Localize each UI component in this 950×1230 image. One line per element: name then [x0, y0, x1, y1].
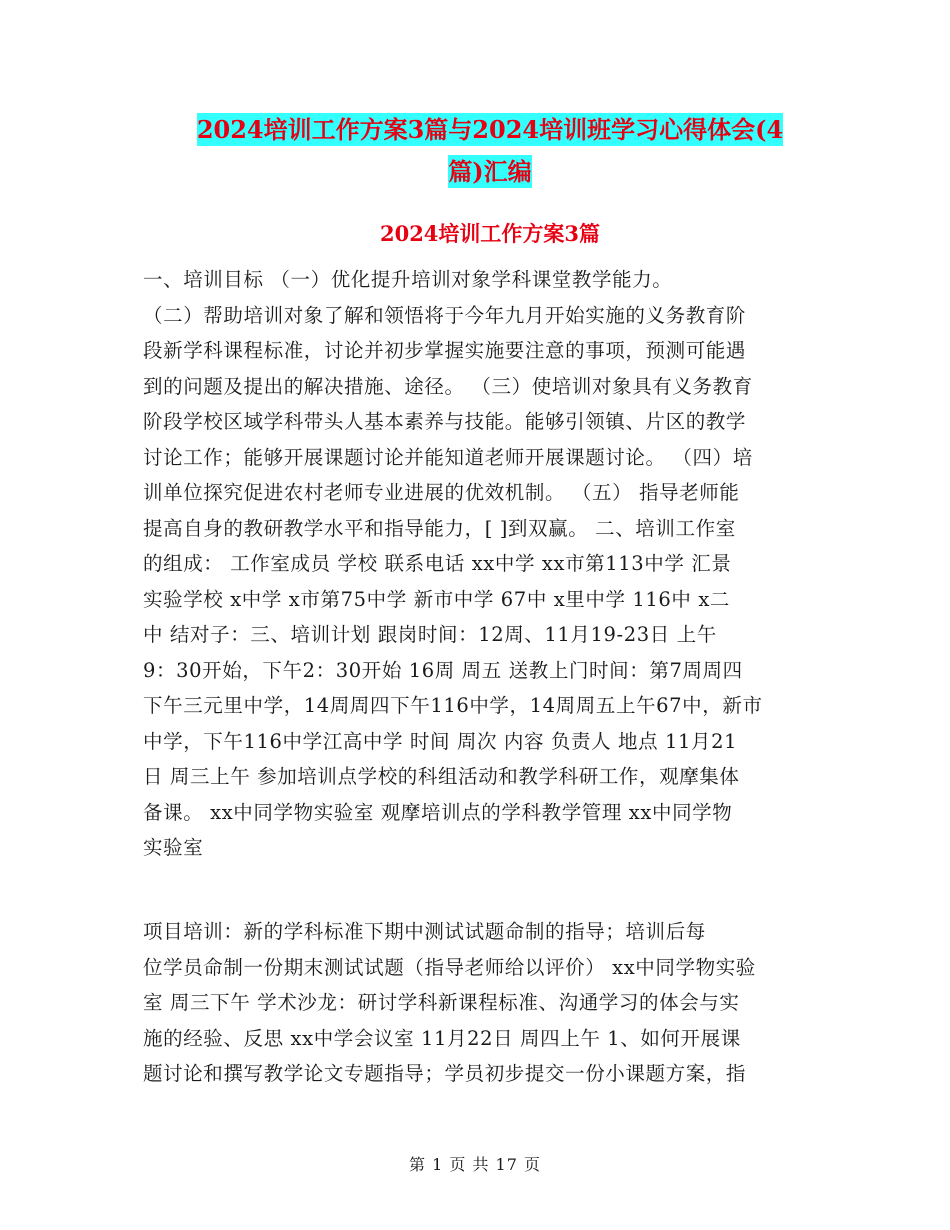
- text-line: 讨论工作；能够开展课题讨论并能知道老师开展课题讨论。 （四）培: [143, 445, 753, 469]
- text-line: 训单位探究促进农村老师专业进展的优效机制。 （五） 指导老师能: [143, 481, 740, 504]
- text-line: 备课。 xx中同学物实验室 观摩培训点的学科教学管理 xx中同学物: [143, 800, 733, 824]
- paragraph-1: [143, 262, 809, 866]
- text-line: 到的问题及提出的解决措施、途径。 （三）使培训对象具有义务教育: [143, 374, 753, 398]
- text-line: 9：30开始，下午2：30开始 16周 周五 送教上门时间：第7周周四: [143, 658, 743, 682]
- text-line: 中 结对子：三、培训计划 跟岗时间：12周、11月19-23日 上午: [143, 623, 717, 646]
- text-line: 位学员命制一份期末测试试题（指导老师给以评价） xx中同学物实验: [143, 955, 756, 979]
- text-line: 提高自身的教研教学水平和指导能力，[ ]到双赢。 二、培训工作室: [143, 516, 736, 540]
- document-title-line-2: [140, 152, 840, 192]
- text-line: 施的经验、反思 xx中学会议室 11月22日 周四上午 1、如何开展课: [143, 1026, 741, 1050]
- text-line: 段新学科课程标准，讨论并初步掌握实施要注意的事项，预测可能遇: [143, 339, 747, 362]
- text-line: 实验学校 x中学 x市第75中学 新市中学 67中 x里中学 116中 x二: [143, 587, 731, 611]
- text-line: 中学，下午116中学江高中学 时间 周次 内容 负责人 地点 11月21: [143, 729, 738, 753]
- text-line: 日 周三上午 参加培训点学校的科组活动和教学科研工作，观摩集体: [143, 765, 740, 788]
- text-line: 室 周三下午 学术沙龙：研讨学科新课程标准、沟通学习的体会与实: [143, 991, 740, 1014]
- text-line: 题讨论和撰写教学论文专题指导；学员初步提交一份小课题方案，指: [143, 1062, 747, 1085]
- text-line: 项目培训：新的学科标准下期中测试试题命制的指导；培训后每: [143, 920, 706, 943]
- text-line: 的组成： 工作室成员 学校 联系电话 xx中学 xx市第113中学 汇景: [143, 552, 732, 575]
- page-footer: 第 1 页 共 17 页: [409, 1155, 541, 1174]
- text-line: 实验室: [143, 836, 204, 859]
- text-line: 一、培训目标 （一）优化提升培训对象学科课堂教学能力。: [143, 268, 673, 291]
- document-title-line-1: [140, 110, 840, 150]
- document-title-text-1: 2024培训工作方案3篇与2024培训班学习心得体会(4: [196, 115, 784, 144]
- text-line: 下午三元里中学，14周周四下午116中学，14周周五上午67中，新市: [143, 694, 763, 717]
- section-title: 2024培训工作方案3篇: [379, 221, 601, 246]
- text-line: 阶段学校区域学科带头人基本素养与技能。能够引领镇、片区的教学: [143, 410, 747, 433]
- text-line: （二）帮助培训对象了解和领悟将于今年九月开始实施的义务教育阶: [143, 303, 747, 327]
- document-title-text-2: 篇)汇编: [448, 157, 532, 186]
- paragraph-2: [143, 914, 809, 1092]
